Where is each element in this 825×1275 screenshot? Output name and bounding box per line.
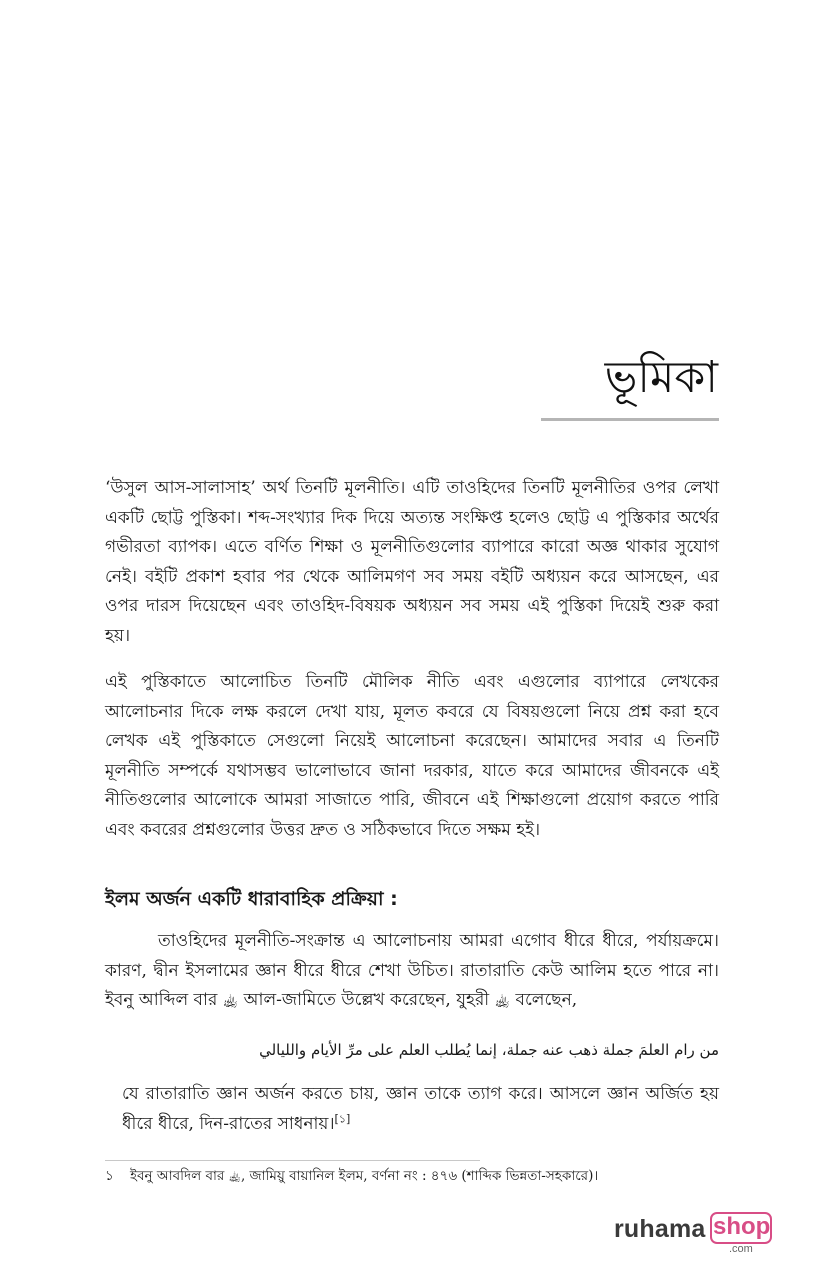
footnote (105, 1164, 719, 1188)
section-paragraph: তাওহিদের মূলনীতি-সংক্রান্ত এ আলোচনায় আমরা এগোব ধীরে ধীরে, পর্যায়ক্রমে। কারণ, দ্বীন ইসলামের জ্ঞান ধীরে ধীরে শেখা উচিত। রাতারাতি কেউ আলিম হতে পারে না। ইবনু আব্দিল বার ﵀ আল-জামিতে উল্লেখ করেছেন, যুহরী ﵀ বলেছেন, (105, 931, 719, 1011)
chapter-title: ভূমিকা (604, 352, 718, 403)
logo-text-ruhama: ruhama (614, 1215, 706, 1243)
footnote-number: ১ (105, 1168, 114, 1184)
section-heading: ইলম অর্জন একটি ধারাবাহিক প্রক্রিয়া : (105, 888, 398, 910)
intro-paragraph-2: এই পুস্তিকাতে আলোচিত তিনটি মৌলিক নীতি এবং এগুলোর ব্যাপারে লেখকের আলোচনার দিকে লক্ষ করলে দেখা যায়, মূলত কবরে যে বিষয়গুলো নিয়ে প্রশ্ন করা হবে লেখক এই পুস্তিকাতে সেগুলো নিয়েই আলোচনা করেছেন। আমাদের সবার এ তিনটি মূলনীতি সম্পর্কে যথাসম্ভব ভালোভাবে জানা দরকার, যাতে করে আমাদের জীবনকে এই নীতিগুলোর আলোকে আমরা সাজাতে পারি, জীবনে এই শিক্ষাগুলো প্রয়োগ করতে পারি এবং কবরের প্রশ্নগুলোর উত্তর দ্রুত ও সঠিকভাবে দিতে সক্ষম হই। (105, 672, 719, 840)
title-underline (541, 418, 719, 421)
logo-text-domain: .com (729, 1243, 753, 1255)
footnote-divider (105, 1160, 480, 1161)
footnote-reference[interactable]: [১] (334, 1111, 351, 1125)
intro-paragraph-1: ‘উসুল আস-সালাসাহ’ অর্থ তিনটি মূলনীতি। এটি তাওহিদের তিনটি মূলনীতির ওপর লেখা একটি ছোট্ট পুস্তিকা। শব্দ-সংখ্যার দিক দিয়ে অত্যন্ত সংক্ষিপ্ত হলেও ছোট্ট এ পুস্তিকার অর্থের গভীরতা ব্যাপক। এতে বর্ণিত শিক্ষা ও মূলনীতিগুলোর ব্যাপারে কারো অজ্ঞ থাকার সুযোগ নেই। বইটি প্রকাশ হবার পর থেকে আলিমগণ সব সময় বইটি অধ্যয়ন করে আসছেন, এর ওপর দারস দিয়েছেন এবং তাওহিদ-বিষয়ক অধ্যয়ন সব সময় এই পুস্তিকা দিয়েই শুরু করা হয়। (105, 478, 719, 646)
translation-text: যে রাতারাতি জ্ঞান অর্জন করতে চায়, জ্ঞান তাকে ত্যাগ করে। আসলে জ্ঞান অর্জিত হয় ধীরে ধীরে, দিন-রাতের সাধনায়। (122, 1084, 719, 1134)
logo-text-shop: shop (713, 1213, 771, 1240)
arabic-quote: من رام العلمَ جملة ذهب عنه جملة، إنما يُطلب العلم على مرِّ الأيام والليالي (259, 1041, 719, 1059)
quote-translation (122, 1080, 719, 1139)
footnote-text: ইবনু আবদিল বার ﵀, জামিয়ু বায়ানিল ইলম, বর্ণনা নং : ৪৭৬ (শাব্দিক ভিন্নতা-সহকারে)। (130, 1168, 599, 1184)
publisher-logo (614, 1212, 784, 1260)
